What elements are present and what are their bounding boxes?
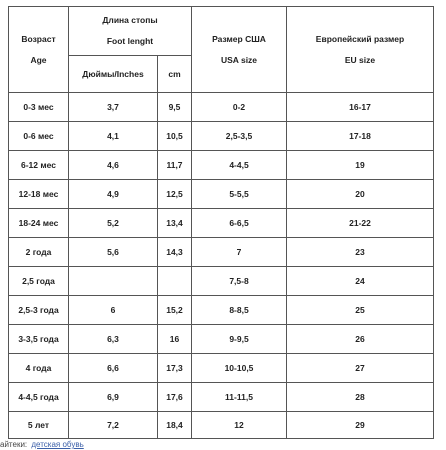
table-row [9,151,434,180]
cell-eu: 21-22 [287,209,434,238]
cell-eu: 29 [287,412,434,439]
cell-eu: 24 [287,267,434,296]
cell-cm: 11,7 [158,151,192,180]
table-row [9,267,434,296]
cell-age: 4 года [9,354,69,383]
cell-usa: 7 [192,238,287,267]
cell-eu: 27 [287,354,434,383]
header-age [9,7,69,93]
cell-inches: 6,6 [69,354,158,383]
cell-age: 3-3,5 года [9,325,69,354]
table-row [9,93,434,122]
cell-usa: 8-8,5 [192,296,287,325]
cell-eu: 16-17 [287,93,434,122]
cell-inches: 6,3 [69,325,158,354]
cell-cm [158,267,192,296]
header-foot-length-ru: Длина стопы [102,15,158,26]
cell-eu: 17-18 [287,122,434,151]
cell-inches: 5,2 [69,209,158,238]
table-row [9,238,434,267]
cell-age: 18-24 мес [9,209,69,238]
header-eu-ru: Европейский размер [315,33,405,44]
cell-usa: 2,5-3,5 [192,122,287,151]
cell-usa: 10-10,5 [192,354,287,383]
cell-cm: 9,5 [158,93,192,122]
header-foot-length-en: Foot lenght [106,36,154,46]
table-row [9,383,434,412]
cell-eu: 26 [287,325,434,354]
cell-age: 2 года [9,238,69,267]
cell-inches: 4,9 [69,180,158,209]
cell-eu: 19 [287,151,434,180]
table-row [9,412,434,439]
header-age-ru: Возраст [21,33,56,44]
cell-usa: 9-9,5 [192,325,287,354]
table-row [9,296,434,325]
cell-cm: 16 [158,325,192,354]
table-row [9,325,434,354]
cell-usa: 5-5,5 [192,180,287,209]
cell-eu: 20 [287,180,434,209]
header-usa-ru: Размер США [212,33,266,44]
cell-cm: 18,4 [158,412,192,439]
footer-link[interactable]: детская обувь [31,440,84,449]
cell-usa: 6-6,5 [192,209,287,238]
cell-cm: 12,5 [158,180,192,209]
cell-age: 5 лет [9,412,69,439]
cell-eu: 28 [287,383,434,412]
cell-eu: 23 [287,238,434,267]
footer-label: айтеки: [0,440,28,449]
cell-inches: 5,6 [69,238,158,267]
cell-inches: 7,2 [69,412,158,439]
cell-cm: 14,3 [158,238,192,267]
cell-cm: 13,4 [158,209,192,238]
cell-inches: 3,7 [69,93,158,122]
page-footer [0,440,446,450]
cell-usa: 7,5-8 [192,267,287,296]
cell-eu: 25 [287,296,434,325]
cell-usa: 4-4,5 [192,151,287,180]
cell-inches: 6,9 [69,383,158,412]
cell-age: 0-3 мес [9,93,69,122]
header-inches: Дюймы/Inches [69,56,158,93]
header-usa-size [192,7,287,93]
table-row [9,354,434,383]
cell-usa: 0-2 [192,93,287,122]
cell-age: 6-12 мес [9,151,69,180]
cell-age: 12-18 мес [9,180,69,209]
cell-age: 2,5-3 года [9,296,69,325]
header-eu-en: EU size [344,54,376,65]
cell-cm: 17,3 [158,354,192,383]
table-row [9,209,434,238]
header-foot-length [69,7,192,56]
cell-inches [69,267,158,296]
cell-age: 0-6 мес [9,122,69,151]
header-age-en: Age [30,54,47,65]
cell-inches: 6 [69,296,158,325]
header-cm: cm [158,56,192,93]
cell-cm: 17,6 [158,383,192,412]
cell-usa: 11-11,5 [192,383,287,412]
header-row-1 [9,7,434,56]
size-chart-table [8,6,434,439]
size-rows [9,93,434,439]
table-row [9,180,434,209]
cell-inches: 4,1 [69,122,158,151]
cell-inches: 4,6 [69,151,158,180]
cell-cm: 15,2 [158,296,192,325]
header-eu-size [287,7,434,93]
header-usa-en: USA size [220,54,258,65]
cell-age: 2,5 года [9,267,69,296]
cell-cm: 10,5 [158,122,192,151]
cell-age: 4-4,5 года [9,383,69,412]
cell-usa: 12 [192,412,287,439]
table-row [9,122,434,151]
